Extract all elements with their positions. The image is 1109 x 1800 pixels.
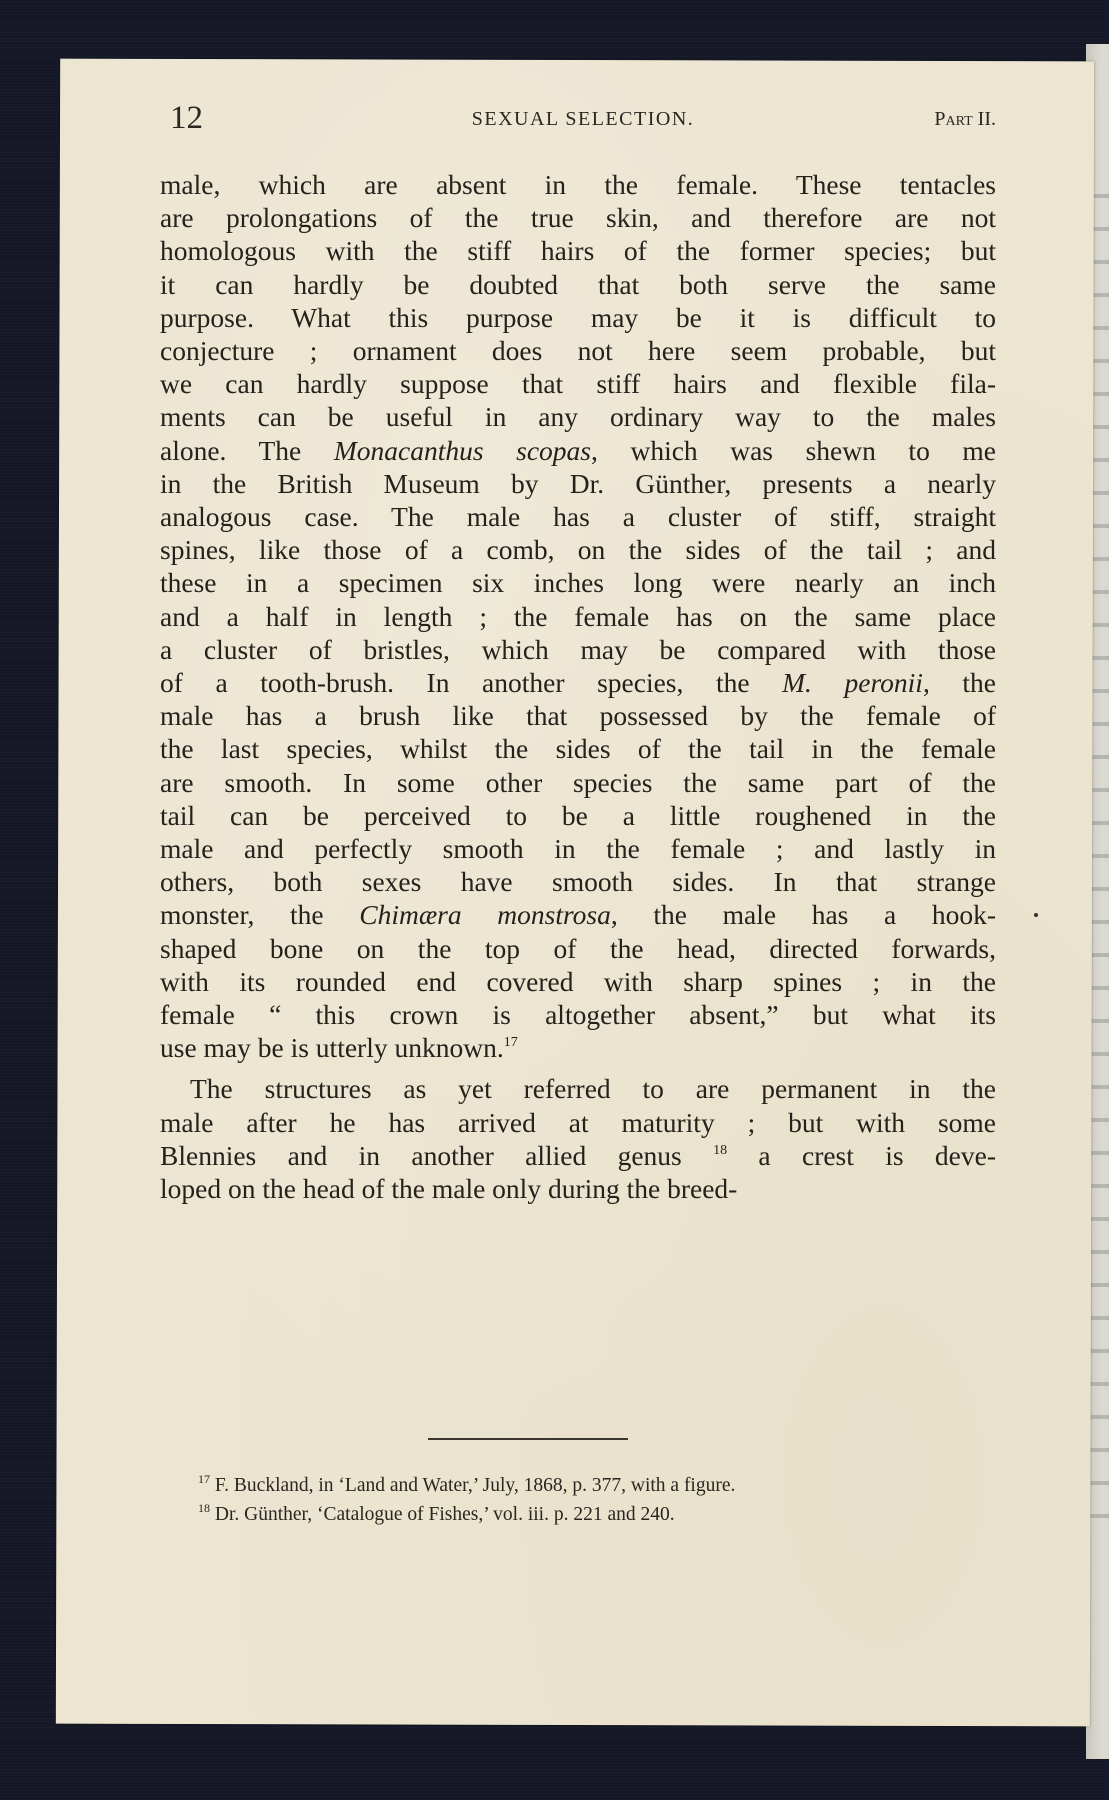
text-line: analogous case. The male has a cluster of stiff, straight (160, 501, 996, 533)
bleed-through-text (1089, 1151, 1109, 1155)
bleed-through-text (1089, 1085, 1109, 1089)
paragraph (160, 1072, 996, 1205)
bleed-through-text (1089, 953, 1109, 957)
part-label: Part II. (934, 108, 996, 130)
footnote-18 (168, 1503, 988, 1526)
text-line: ments can be useful in any ordinary way to the males (160, 401, 996, 433)
paper-speck (1034, 913, 1038, 917)
text-line: homologous with the stiff hairs of the former species; but (160, 235, 996, 267)
text-line: spines, like those of a comb, on the sides of the tail ; and (160, 534, 996, 566)
text-line: are prolongations of the true skin, and therefore are not (160, 202, 996, 234)
text-line: a cluster of bristles, which may be compared with those (160, 633, 996, 665)
bleed-through-text (1089, 1448, 1109, 1452)
footnote-marker: 18 (198, 1501, 210, 1515)
italic-species-name: M. peronii (782, 667, 923, 699)
italic-species-name: Monacanthus scopas (333, 434, 591, 466)
bleed-through-text (1089, 1514, 1109, 1518)
text-line: others, both sexes have smooth sides. In that strange (160, 866, 996, 898)
footnote-text: F. Buckland, in ‘Land and Water,’ July, 1868, p. 377, with a figure. (210, 1475, 736, 1496)
footnote-text: Dr. Günther, ‘Catalogue of Fishes,’ vol. iii. p. 221 and 240. (210, 1504, 675, 1525)
text-line: alone. The Monacanthus scopas, which was shewn to me (160, 434, 996, 466)
text-line: with its rounded end covered with sharp spines ; in the (160, 965, 996, 997)
bleed-through-text (1089, 1481, 1109, 1485)
bleed-through-text (1089, 1250, 1109, 1254)
text-line: monster, the Chimæra monstrosa, the male has a hook- (160, 899, 997, 931)
text-line: female “ this crown is altogether absent,” but what its (160, 999, 996, 1031)
footnote-rule (428, 1438, 628, 1440)
text-line: male and perfectly smooth in the female ; and lastly in (160, 833, 996, 865)
text-line: Blennies and in another allied genus $^{18}$ a crest is deve- (160, 1139, 996, 1171)
bleed-through-text (1089, 1118, 1109, 1122)
text-line: male, which are absent in the female. These tentacles (160, 169, 996, 200)
bleed-through-text (1089, 1283, 1109, 1287)
text-line: these in a specimen six inches long were nearly an inch (160, 567, 996, 599)
bleed-through-text (1089, 1184, 1109, 1188)
text-line: The structures as yet referred to are permanent in the (190, 1073, 996, 1105)
text-line: tail can be perceived to be a little roughened in the (160, 799, 996, 831)
footnote-reference: 17 (503, 1035, 518, 1051)
paragraph (160, 168, 996, 1064)
footnote-reference: 18 (713, 1142, 728, 1158)
footnote-marker: 17 (198, 1472, 210, 1486)
text-line: conjecture ; ornament does not here seem probable, but (160, 335, 996, 367)
text-line: purpose. What this purpose may be it is difficult to (160, 301, 996, 333)
bleed-through-text (1089, 1349, 1109, 1353)
text-line: are smooth. In some other species the same part of the (160, 766, 996, 798)
bleed-through-text (1089, 1316, 1109, 1320)
text-line: male after he has arrived at maturity ; but with some (160, 1106, 996, 1138)
text-line: in the British Museum by Dr. Günther, presents a nearly (160, 467, 996, 499)
text-line: and a half in length ; the female has on the same place (160, 600, 996, 632)
bleed-through-text (1089, 1217, 1109, 1221)
bleed-through-text (1089, 1415, 1109, 1419)
footnote-17 (168, 1474, 988, 1497)
body-text (160, 168, 996, 1205)
text-line: male has a brush like that possessed by the female of (160, 700, 996, 732)
bleed-through-text (1089, 920, 1109, 924)
bleed-through-text (1089, 1382, 1109, 1386)
running-head (170, 100, 996, 140)
bleed-through-text (1089, 1019, 1109, 1023)
text-line: use may be is utterly unknown.$^{17}$ (160, 1032, 518, 1064)
text-line: shaped bone on the top of the head, directed forwards, (160, 932, 996, 964)
text-line: of a tooth-brush. In another species, the M. peronii, the (160, 667, 996, 699)
text-line: we can hardly suppose that stiff hairs and flexible fila- (160, 368, 996, 400)
italic-species-name: Chimæra monstrosa (359, 899, 611, 931)
text-line: it can hardly be doubted that both serve the same (160, 268, 996, 300)
page-number: 12 (170, 100, 203, 136)
bleed-through-text (1089, 1052, 1109, 1056)
running-title: SEXUAL SELECTION. (471, 108, 695, 130)
text-line: the last species, whilst the sides of the tail in the female (160, 733, 996, 765)
text-line: loped on the head of the male only during the breed- (160, 1173, 738, 1205)
bleed-through-text (1089, 986, 1109, 990)
footnotes (168, 1474, 988, 1526)
